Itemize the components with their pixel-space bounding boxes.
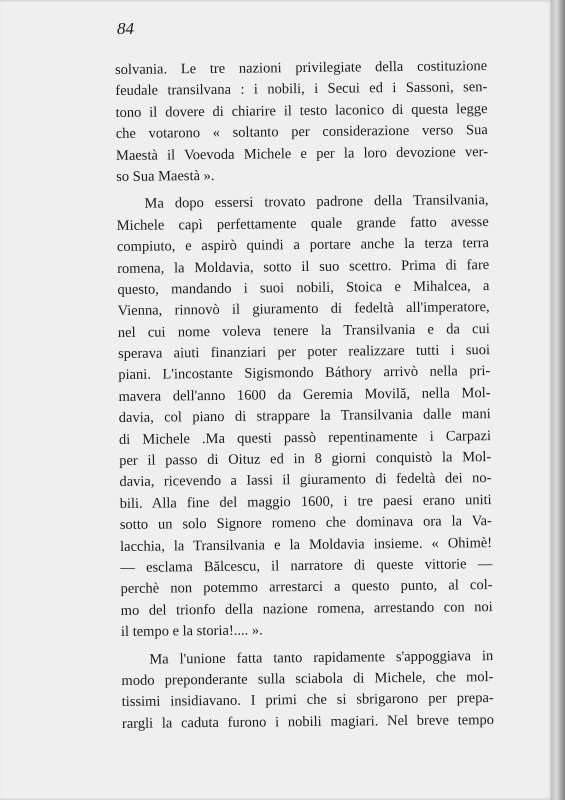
text-line: tissimi insidiavano. I primi che si sbrigarono per prepa-	[121, 690, 494, 711]
text-line: Maestà il Voevoda Michele e per la loro devozione ver-	[115, 143, 489, 164]
text-line: Vienna, rinnovò il giuramento di fedeltà all'imperatore,	[117, 299, 490, 320]
text-line: lacchia, la Transilvania e la Moldavia insieme. « Ohimè!	[120, 534, 493, 555]
text-line: sperava aiuti finanziari per poter realizzare tutti i suoi	[117, 342, 491, 363]
text-line: bili. Alla fine del maggio 1600, i tre paesi erano uniti	[119, 491, 492, 512]
text-line: compiuto, e aspirò quindi a portare anche la terza terra	[116, 235, 490, 256]
text-line: davia, col piano di strappare la Transilvania dalle mani	[118, 406, 491, 427]
text-line: solvania. Le tre nazioni privilegiate della costituzione	[115, 58, 488, 78]
text-line: — esclama Bălcescu, il narratore di queste vittorie —	[120, 556, 493, 576]
page-number: 84	[117, 19, 134, 38]
text-line: davia, ricevendo a Iassi il giuramento di fedeltà dei no-	[119, 470, 492, 491]
text-line: so Sua Maestà ».	[116, 167, 215, 185]
page-edge	[551, 0, 565, 800]
text-line: Michele capì perfettamente quale grande fatto avesse	[116, 213, 489, 234]
text-line: che votarono « soltanto per considerazione verso Sua	[115, 122, 488, 143]
text-line: romena, la Moldavia, sotto il suo scettro. Prima di fare	[117, 256, 490, 277]
text-line: rargli la caduta furono i nobili magiari. Nel breve tempo	[121, 711, 495, 732]
text-line: piani. L'incostante Sigismondo Báthory arrivò nella pri-	[118, 363, 491, 384]
text-line: mavera dell'anno 1600 da Geremia Movilă, nella Mol-	[118, 384, 491, 405]
text-line: questo, mandando i suoi nobili, Stoica e Mihalcea, a	[117, 277, 490, 298]
text-line: per il passo di Oituz ed in 8 giorni conquistò la Mol-	[119, 449, 492, 470]
text-line: sotto un solo Signore romeno che dominava ora la Va-	[119, 513, 492, 534]
text-line: perchè non potemmo arrestarci a questo punto, al col-	[120, 577, 493, 598]
text-line: modo preponderante sulla sciabola di Michele, che mol-	[121, 669, 494, 689]
text-line: Ma dopo essersi trovato padrone della Transilvania,	[144, 192, 489, 213]
text-line: feudale transilvana : i nobili, i Secui ed i Sassoni, sen-	[115, 79, 488, 100]
text-line: di Michele .Ma questi passò repentinamente i Carpazi	[118, 427, 492, 448]
body-text	[115, 56, 494, 735]
text-line: nel cui nome voleva tenere la Transilvania e da cui	[117, 320, 490, 341]
text-line: mo del trionfo della nazione romena, arrestando con noi	[120, 598, 493, 619]
text-line: Ma l'unione fatta tanto rapidamente s'appoggiava in	[149, 647, 494, 668]
text-line: il tempo e la storia!.... ».	[120, 622, 263, 641]
paragraph	[115, 56, 488, 188]
paragraph	[121, 646, 494, 735]
paragraph	[116, 190, 493, 643]
text-line: tono il dovere di chiarire il testo laconico di questa legge	[115, 100, 488, 121]
